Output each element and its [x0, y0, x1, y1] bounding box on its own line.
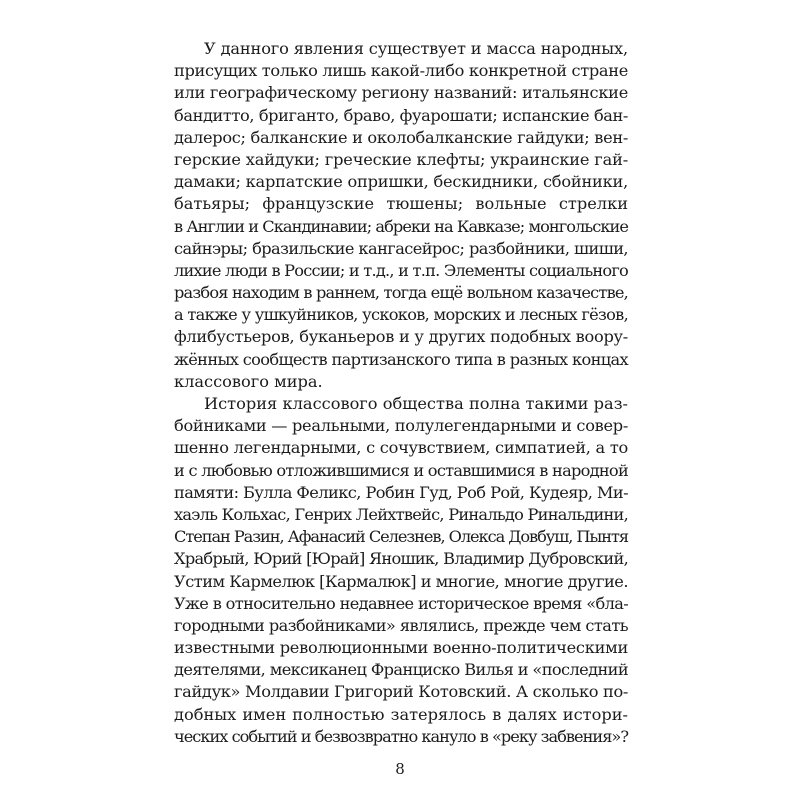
text-line: памяти: Булла Феликс, Робин Гуд, Роб Рой, Кудеяр, Ми- [174, 482, 628, 502]
page-number: 8 [395, 760, 405, 778]
text-line: присущих только лишь какой-либо конкретной стране [174, 61, 628, 81]
text-line: бандитто, бриганто, браво, фуарошати; испанские бан- [174, 105, 628, 125]
text-line: Устим Кармелюк [Кармалюк] и многие, многие другие. [174, 571, 628, 591]
text-line: известными революционными военно-политическими [174, 638, 628, 658]
text-line: батьяры; французские тюшены; вольные стрелки [174, 194, 628, 214]
main-text [174, 38, 628, 748]
text-line: бойниками — реальными, полулегендарными и совер- [174, 416, 629, 436]
text-line: в Англии и Скандинавии; абреки на Кавказе; монгольские [174, 216, 629, 236]
text-line: далерос; балканские и околобалканские гайдуки; вен- [174, 127, 629, 147]
text-line: разбоя находим в раннем, тогда ещё вольном казачестве, [174, 283, 628, 303]
text-line: классового мира. [174, 371, 323, 391]
text-line: гайдук» Молдавии Григорий Котовский. А сколько по- [174, 682, 629, 702]
paragraph-1 [174, 38, 628, 393]
text-line: лихие люди в России; и т.д., и т.п. Элементы социального [174, 260, 629, 280]
text-line: шенно легендарными, с сочувствием, симпатией, а то [174, 438, 629, 458]
text-line: и с любовью отложившимися и оставшимися в народной [174, 460, 628, 480]
text-line: хаэль Кольхас, Генрих Лейхтвейс, Ринальдо Ринальдини, [174, 504, 628, 524]
text-line: флибустьеров, буканьеров и у других подобных воору- [174, 327, 629, 347]
text-line: ческих событий и безвозвратно кануло в «реку забвения»? [174, 726, 629, 746]
text-line: У данного явления существует и масса народных, [204, 39, 628, 58]
text-line: добных имен полностью затерялось в далях истори- [174, 704, 628, 724]
text-line: Уже в относительно недавнее историческое время «бла- [174, 593, 629, 613]
paragraph-2 [174, 393, 628, 748]
text-line: а также у ушкуйников, ускоков, морских и лесных гёзов, [174, 305, 629, 325]
text-line: сайнэры; бразильские кангасейрос; разбойники, шиши, [174, 238, 628, 258]
text-line: дамаки; карпатские опришки, бескидники, сбойники, [174, 172, 629, 192]
text-line: или географическому региону названий: итальянские [174, 83, 628, 103]
text-line: деятелями, мексиканец Франциско Вилья и «последний [174, 660, 628, 680]
text-line: Храбрый, Юрий [Юрай] Яношик, Владимир Дубровский, [174, 549, 629, 569]
text-line: История классового общества полна такими раз- [204, 394, 628, 413]
text-line: герские хайдуки; греческие клефты; украинские гай- [174, 149, 628, 169]
text-line: городными разбойниками» являлись, прежде чем стать [174, 615, 628, 635]
text-line: Степан Разин, Афанасий Селезнев, Олекса Довбуш, Пынтя [174, 527, 628, 547]
text-line: жённых сообществ партизанского типа в разных концах [174, 349, 629, 369]
